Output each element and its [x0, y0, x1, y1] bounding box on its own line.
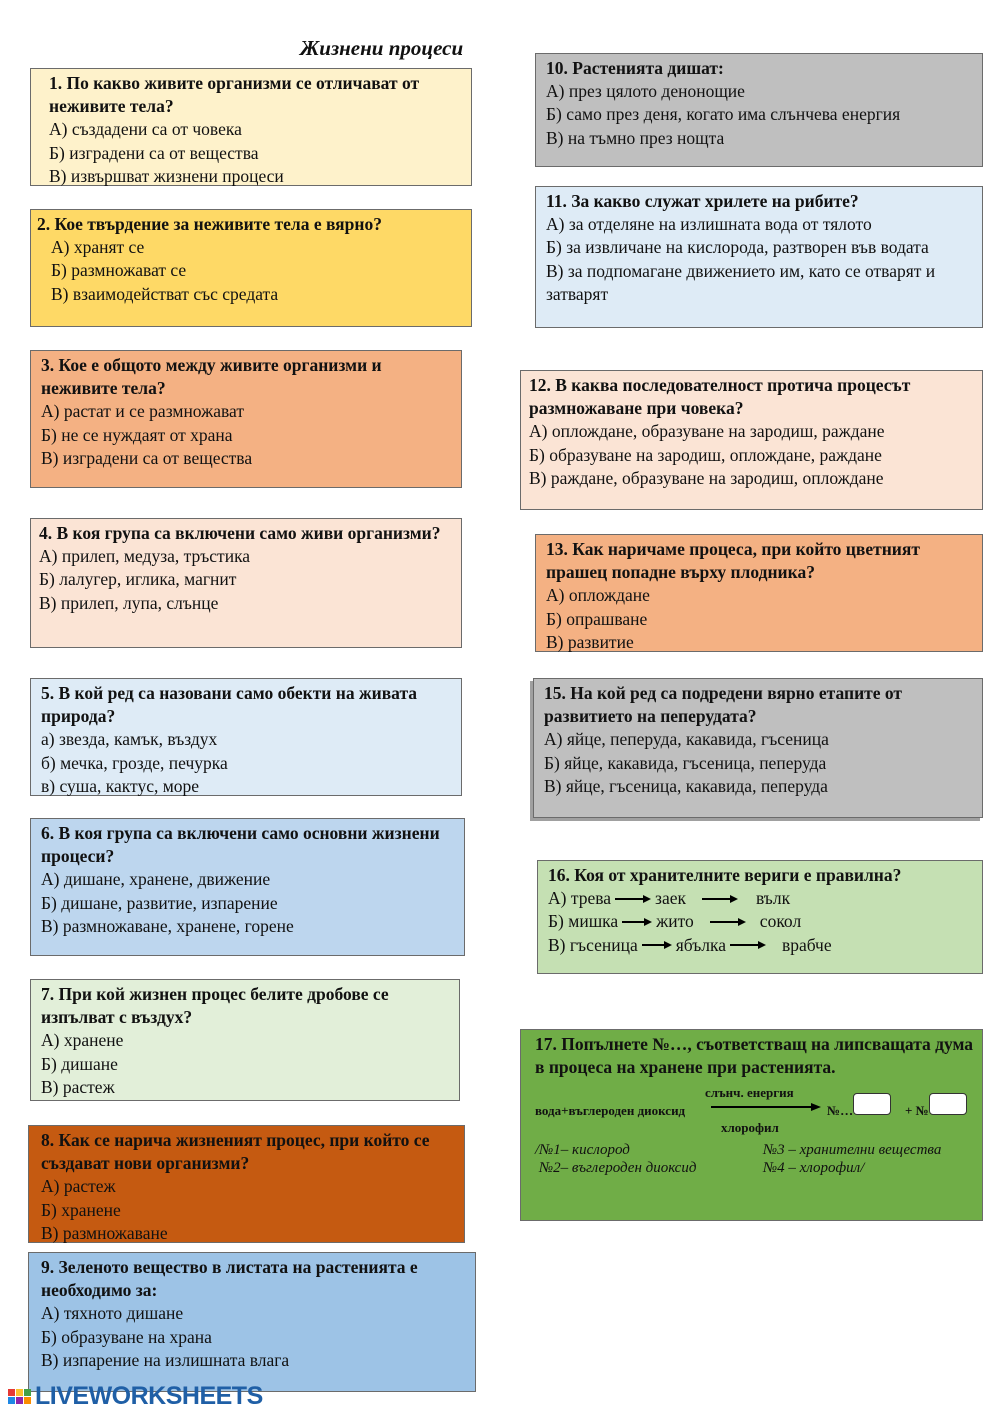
question-text: 16. Коя от хранителните вериги е правилна? [548, 865, 902, 885]
question-16 [537, 860, 983, 974]
question-text: 13. Как наричаме процеса, при който цветният прашец попадне върху плодника? [546, 539, 920, 583]
option-a[interactable]: А) през цялото денонощие [546, 81, 745, 102]
option-c[interactable]: В) за подпомагане движението им, като се отварят и затварят [546, 260, 936, 304]
question-text: 5. В кой ред са назовани само обекти на живата природа? [41, 683, 418, 727]
option-b[interactable]: Б) само през деня, когато има слънчева енергия [546, 104, 901, 125]
question-text: 11. За какво служат хрилете на рибите? [546, 191, 859, 211]
option-c[interactable]: В) взаимодействат със средата [51, 283, 279, 304]
option-b[interactable]: Б) размножават се [51, 260, 187, 281]
blank-2-label: + № [905, 1103, 929, 1119]
arrow-right-icon [730, 940, 766, 950]
brand-name: LIVEWORKSHEETS [35, 1382, 263, 1410]
page-title: Жизнени процеси [300, 36, 464, 60]
question-15 [533, 678, 983, 818]
chain-item: заек [655, 888, 686, 909]
arrow-right-icon [702, 894, 738, 904]
question-1 [30, 68, 472, 186]
option-a[interactable]: А) растеж [41, 1176, 116, 1197]
question-6 [30, 818, 465, 956]
option-b[interactable]: Б) изградени са от вещества [49, 142, 259, 163]
arrow-right-icon [642, 940, 672, 950]
option-b[interactable]: Б) дишане, развитие, изпарение [41, 892, 278, 913]
legend-item-1: /№1– кислород [535, 1142, 630, 1159]
question-2 [30, 209, 472, 327]
chain-item: врабче [782, 934, 832, 955]
option-b[interactable]: Б) яйце, какавида, гъсеница, пеперуда [544, 752, 827, 773]
option-c[interactable]: В) извършват жизнени процеси [49, 165, 284, 186]
question-3 [30, 350, 462, 488]
option-b[interactable]: Б) образуване на храна [41, 1326, 212, 1347]
question-text: 15. На кой ред са подредени вярно етапите от развитието на пеперудата? [544, 683, 903, 727]
chain-item: вълк [755, 888, 791, 909]
question-text: 3. Кое е общото между живите организми и неживите тела? [41, 355, 382, 399]
option-c[interactable]: В) раждане, образуване на зародиш, оплождане [529, 467, 884, 488]
legend-item-3: №3 – хранителни вещества [763, 1142, 942, 1159]
photosynthesis-equation [535, 1079, 974, 1141]
question-text: 10. Растенията дишат: [546, 58, 724, 78]
question-8 [28, 1125, 465, 1243]
option-c[interactable]: В) растеж [41, 1076, 115, 1097]
option-b[interactable]: Б) дишане [41, 1053, 118, 1074]
chain-item: ябълка [675, 934, 727, 955]
option-c[interactable]: В) изградени са от вещества [41, 447, 253, 468]
option-b[interactable]: Б) образуване на зародиш, оплождане, раждане [529, 444, 882, 465]
option-a[interactable]: А) растат и се размножават [41, 401, 244, 422]
legend [535, 1141, 974, 1181]
question-10 [535, 53, 983, 167]
liveworksheets-logo[interactable] [8, 1382, 263, 1411]
chain-item: жито [656, 911, 694, 932]
option-a[interactable]: А) прилеп, медуза, тръстика [39, 546, 251, 567]
option-b[interactable]: б) мечка, грозде, печурка [41, 752, 228, 773]
option-c[interactable]: в) суша, кактус, море [41, 775, 200, 796]
question-17 [520, 1029, 983, 1221]
question-13 [535, 534, 983, 652]
arrow-right-icon [622, 917, 652, 927]
question-7 [30, 979, 460, 1101]
option-b[interactable]: Б) не се нуждаят от храна [41, 424, 233, 445]
option-c[interactable]: В) яйце, гъсеница, какавида, пеперуда [544, 775, 828, 796]
option-b[interactable]: Б) лалугер, иглика, магнит [39, 569, 237, 590]
energy-label: слънч. енергия [705, 1085, 794, 1101]
question-12 [520, 370, 983, 510]
food-chain-b[interactable] [548, 910, 974, 933]
option-a[interactable]: А) тяхното дишане [41, 1303, 184, 1324]
option-a[interactable]: А) за отделяне на излишната вода от тялото [546, 214, 872, 235]
option-b[interactable]: Б) хранене [41, 1199, 121, 1220]
question-5 [30, 678, 462, 796]
option-a[interactable]: А) хранят се [51, 237, 145, 258]
question-text: 2. Кое твърдение за неживите тела е вярно? [37, 214, 382, 234]
option-a[interactable]: А) оплождане, образуване на зародиш, раждане [529, 421, 885, 442]
legend-item-4: №4 – хлорофил/ [763, 1160, 865, 1177]
option-c[interactable]: В) изпарение на излишната влага [41, 1349, 290, 1370]
option-a[interactable]: А) яйце, пеперуда, какавида, гъсеница [544, 729, 829, 750]
arrow-right-icon [710, 917, 746, 927]
option-a[interactable]: А) хранене [41, 1030, 124, 1051]
option-c[interactable]: В) прилеп, лупа, слънце [39, 592, 219, 613]
chlorophyll-label: хлорофил [721, 1120, 779, 1136]
food-chain-a[interactable] [548, 887, 974, 910]
option-a[interactable]: а) звезда, камък, въздух [41, 729, 218, 750]
question-11 [535, 186, 983, 328]
chain-item: А) трева [548, 888, 612, 909]
option-a[interactable]: А) дишане, хранене, движение [41, 869, 271, 890]
option-b[interactable]: Б) за извличане на кислорода, разтворен във водата [546, 237, 929, 258]
question-4 [30, 518, 462, 648]
question-text: 4. В коя група са включени само живи организми? [39, 523, 441, 543]
blank-1-label: №… [827, 1103, 854, 1119]
option-c[interactable]: В) развитие [546, 631, 634, 652]
question-text: 9. Зеленото вещество в листата на растенията е необходимо за: [41, 1257, 418, 1301]
question-text: 8. Как се нарича жизненият процес, при който се създават нови организми? [41, 1130, 430, 1174]
chain-item: Б) мишка [548, 911, 619, 932]
chain-item: В) гъсеница [548, 934, 638, 955]
reaction-arrow-icon [711, 1102, 821, 1112]
option-b[interactable]: Б) опрашване [546, 608, 648, 629]
arrow-right-icon [615, 894, 651, 904]
question-text: 6. В коя група са включени само основни жизнени процеси? [41, 823, 440, 867]
logo-blocks-icon [8, 1389, 31, 1404]
option-c[interactable]: В) размножаване, хранене, горене [41, 915, 294, 936]
option-c[interactable]: В) размножаване [41, 1222, 168, 1243]
option-a[interactable]: А) създадени са от човека [49, 119, 242, 140]
question-text: 17. Попълнете №…, съответстващ на липсващата дума в процеса на хранене при растенията. [535, 1034, 974, 1078]
option-c[interactable]: В) на тъмно през нощта [546, 127, 725, 148]
answer-input-2[interactable] [929, 1093, 967, 1115]
legend-item-2: №2– въглероден диоксид [539, 1160, 697, 1177]
option-a[interactable]: А) оплождане [546, 585, 650, 606]
chain-item: сокол [759, 911, 802, 932]
question-text: 1. По какво живите организми се отличават от неживите тела? [49, 73, 420, 117]
question-text: 7. При кой жизнен процес белите дробове се изпълват с въздух? [41, 984, 389, 1028]
food-chain-c[interactable] [548, 934, 974, 957]
reactants-label: вода+въглероден диоксид [535, 1103, 686, 1119]
answer-input-1[interactable] [853, 1093, 891, 1115]
question-9 [28, 1252, 476, 1392]
question-text: 12. В каква последователност протича процесът размножаване при човека? [529, 375, 911, 419]
